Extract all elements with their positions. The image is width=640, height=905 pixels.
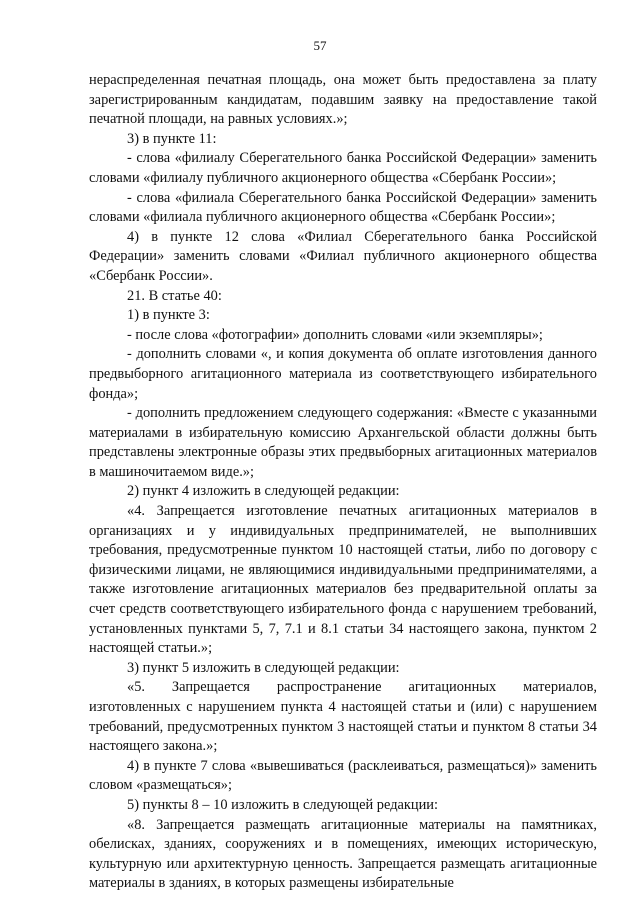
paragraph: нераспределенная печатная площадь, она может быть предоставлена за плату зарегистрированным кандидатам, подавшим заявку на предоставление такой печатной площади, на равных условиях.»; bbox=[89, 72, 597, 128]
paragraph: «8. Запрещается размещать агитационные материалы на памятниках, обелисках, зданиях, сооружениях и в помещениях, имеющих историческую, культурную или архитектурную ценность. Запрещается размещать агитационные материалы в зданиях, в которых размещены избирательные bbox=[89, 816, 597, 892]
paragraph: - после слова «фотографии» дополнить словами «или экземпляры»; bbox=[127, 326, 543, 343]
page-number: 57 bbox=[313, 38, 327, 53]
paragraph: - слова «филиалу Сберегательного банка Российской Федерации» заменить словами «филиалу публичного акционерного общества «Сбербанк России»; bbox=[89, 150, 597, 186]
paragraph: 1) в пункте 3: bbox=[127, 307, 210, 324]
paragraph: - слова «филиала Сберегательного банка Российской Федерации» заменить словами «филиала публичного акционерного общества «Сбербанк России»; bbox=[89, 189, 597, 226]
paragraph: «4. Запрещается изготовление печатных агитационных материалов в организациях и у индивидуальных предпринимателей, не выполнивших требования, предусмотренные пунктом 10 настоящей статьи, либо по договору с физическими лицами, не являющимися индивидуальными предпринимателями, а также изготовление агитационных материалов без предварительной оплаты за счет средств соответствующего избирательного фонда с нарушением требований, установленных пунктами 5, 7, 7.1 и 8.1 статьи 34 настоящего закона, пунктом 2 настоящей статьи.»; bbox=[89, 503, 597, 657]
document-body bbox=[89, 71, 597, 894]
paragraph: 5) пункты 8 – 10 изложить в следующей редакции: bbox=[127, 796, 438, 813]
paragraph: 3) в пункте 11: bbox=[127, 130, 217, 147]
paragraph: 3) пункт 5 изложить в следующей редакции: bbox=[127, 659, 400, 676]
paragraph: 4) в пункте 7 слова «вывешиваться (расклеиваться, размещаться)» заменить словом «размещаться»; bbox=[89, 757, 597, 794]
paragraph: - дополнить словами «, и копия документа об оплате изготовления данного предвыборного агитационного материала из соответствующего избирательного фонда»; bbox=[89, 346, 597, 402]
paragraph: 2) пункт 4 изложить в следующей редакции: bbox=[127, 483, 400, 500]
paragraph: - дополнить предложением следующего содержания: «Вместе с указанными материалами в избирательную комиссию Архангельской области должны быть представлены электронные образы этих предвыборных агитационных материалов в машиночитаемом виде.»; bbox=[89, 405, 597, 480]
paragraph: 4) в пункте 12 слова «Филиал Сберегательного банка Российской Федерации» заменить словами «Филиал публичного акционерного общества «Сбербанк России». bbox=[89, 228, 597, 284]
article-heading: 21. В статье 40: bbox=[127, 287, 222, 304]
paragraph: «5. Запрещается распространение агитационных материалов, изготовленных с нарушением пункта 4 настоящей статьи и (или) с нарушением требований, предусмотренных пунктом 3 настоящей статьи и пунктом 8 статьи 34 настоящего закона.»; bbox=[89, 679, 597, 755]
